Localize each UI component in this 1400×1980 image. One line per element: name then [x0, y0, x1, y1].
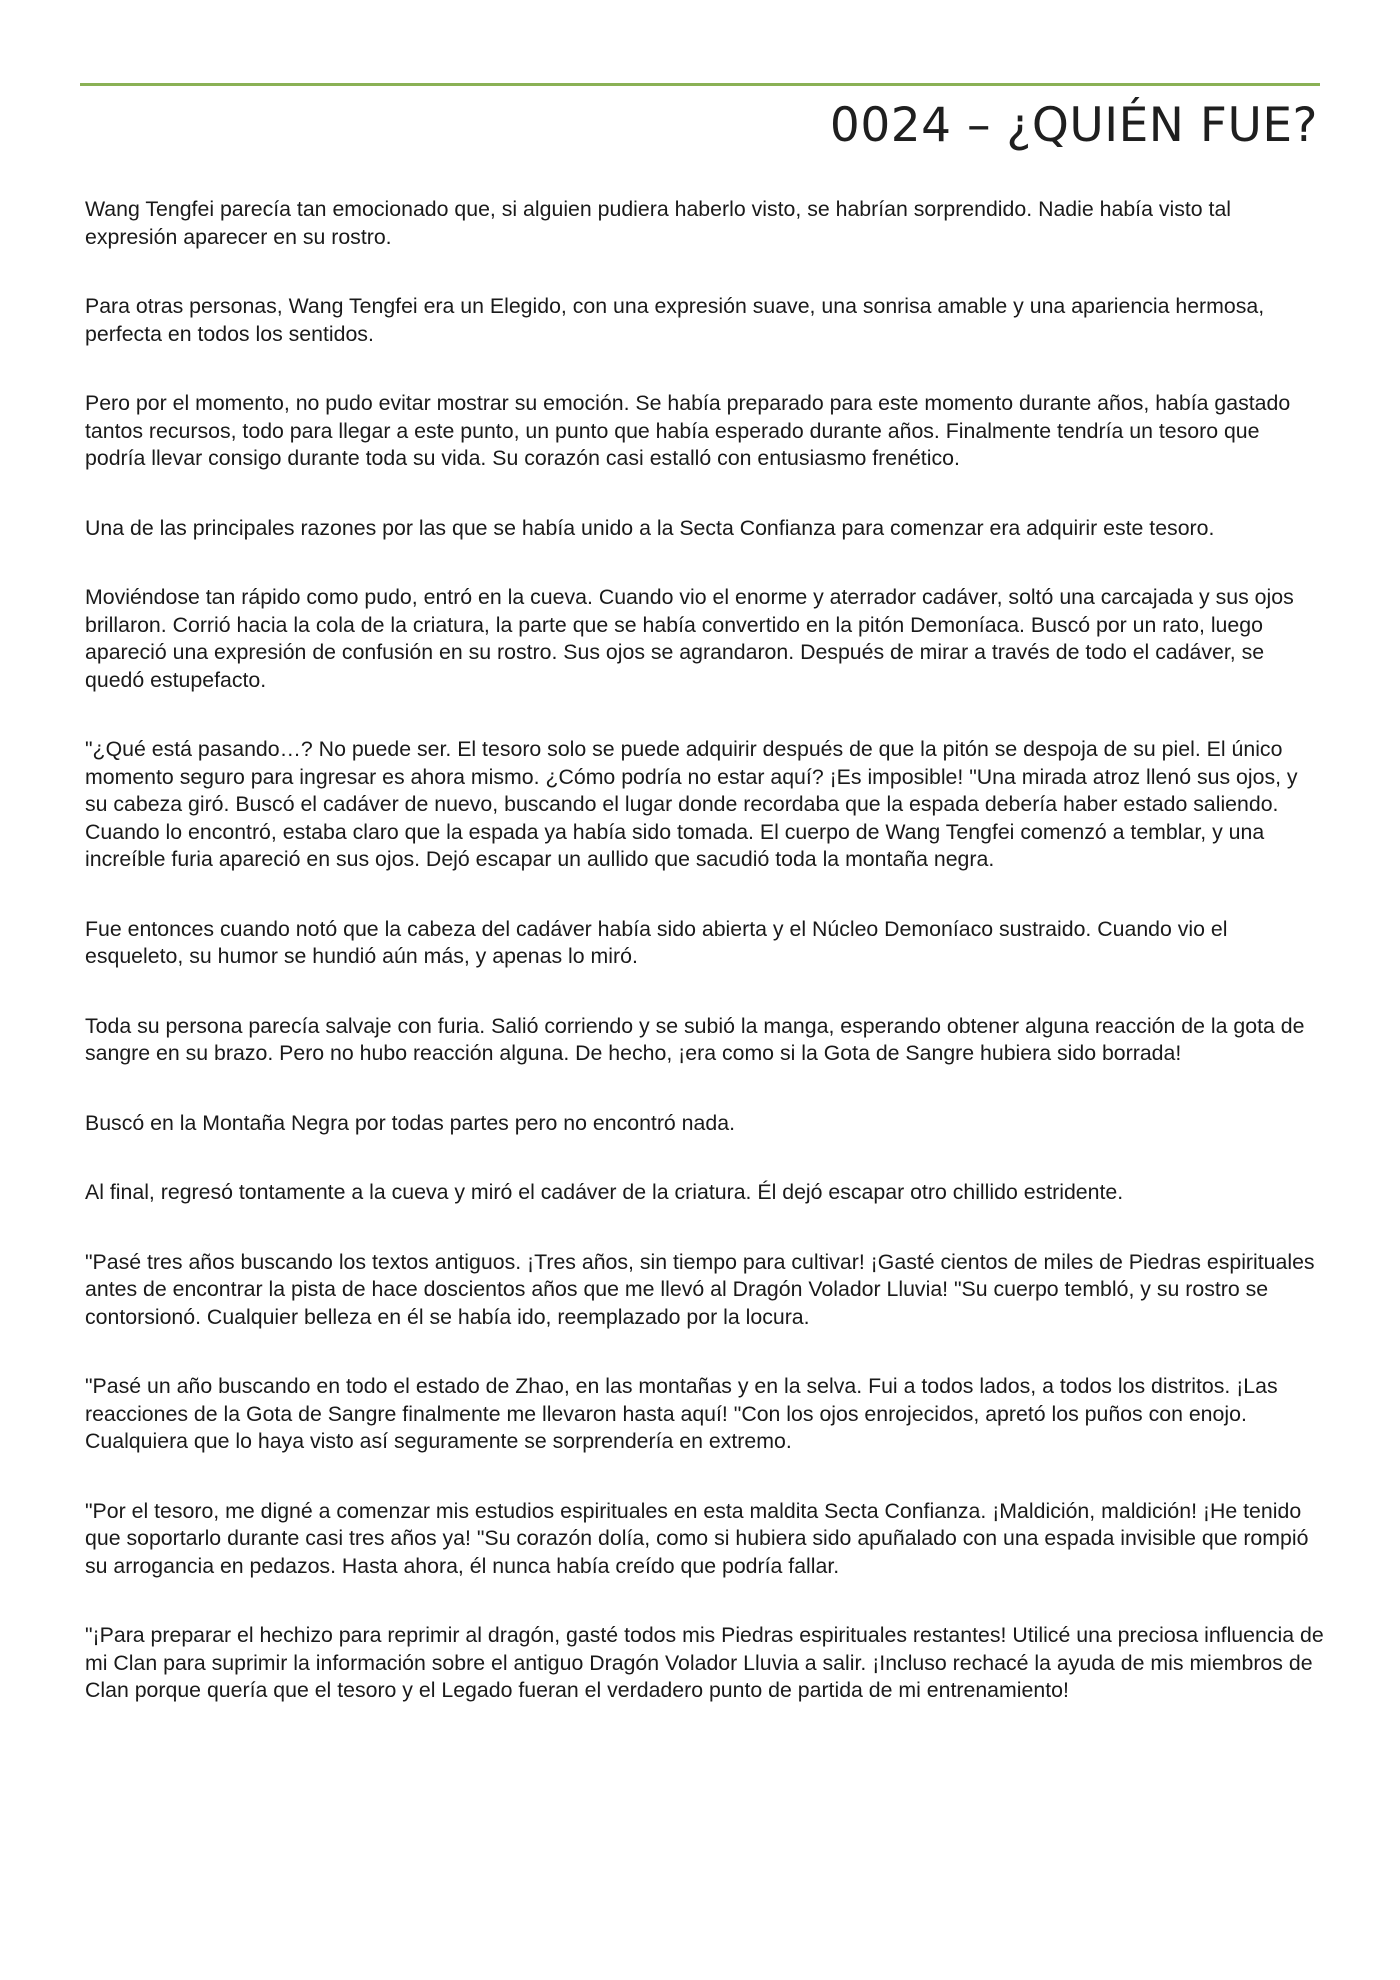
paragraph: "Pasé tres años buscando los textos antiguos. ¡Tres años, sin tiempo para cultivar! ¡Gasté cientos de miles de Piedras espirituales antes de encontrar la pista de hace doscientos años que me llevó al Dragón Volador Lluvia! "Su cuerpo tembló, y su rostro se contorsionó. Cualquier belleza en él se había ido, reemplazado por la locura.	[85, 1249, 1315, 1329]
paragraph: "Pasé un año buscando en todo el estado de Zhao, en las montañas y en la selva. Fui a todos lados, a todos los distritos. ¡Las reacciones de la Gota de Sangre finalmente me llevaron hasta aquí! "Con los ojos enrojecidos, apretó los puños con enojo. Cualquiera que lo haya visto así seguramente se sorprendería en extremo.	[85, 1374, 1278, 1453]
paragraph: Buscó en la Montaña Negra por todas partes pero no encontró nada.	[85, 1110, 735, 1135]
paragraph: "Por el tesoro, me digné a comenzar mis estudios espirituales en esta maldita Secta Confianza. ¡Maldición, maldición! ¡He tenido que soportarlo durante casi tres años ya! "Su corazón dolía, como si hubiera sido apuñalado con una espada invisible que rompió su arrogancia en pedazos. Hasta ahora, él nunca había creído que podría fallar.	[85, 1498, 1309, 1578]
paragraph: Fue entonces cuando notó que la cabeza del cadáver había sido abierta y el Núcleo Demoníaco sustraido. Cuando vio el esqueleto, su humor se hundió aún más, y apenas lo miró.	[85, 916, 1228, 968]
paragraph: "¿Qué está pasando…? No puede ser. El tesoro solo se puede adquirir después de que la pitón se despoja de su piel. El único momento seguro para ingresar es ahora mismo. ¿Cómo podría no estar aquí? ¡Es imposible! "Una mirada atroz llenó sus ojos, y su cabeza giró. Buscó el cadáver de nuevo, buscando el lugar donde recordaba que la espada debería haber estado saliendo. Cuando lo encontró, estaba claro que la espada ya había sido tomada. El cuerpo de Wang Tengfei comenzó a temblar, y una increíble furia apareció en sus ojos. Dejó escapar un aullido que sacudió toda la montaña negra.	[85, 737, 1298, 871]
paragraph: Moviéndose tan rápido como pudo, entró en la cueva. Cuando vio el enorme y aterrador cadáver, soltó una carcajada y sus ojos brillaron. Corrió hacia la cola de la criatura, la parte que se había convertido en la pitón Demoníaca. Buscó por un rato, luego apareció una expresión de confusión en su rostro. Sus ojos se agrandaron. Después de mirar a través de todo el cadáver, se quedó estupefacto.	[85, 585, 1294, 692]
chapter-title: 0024 – ¿QUIÉN FUE?	[829, 98, 1318, 153]
paragraph: Toda su persona parecía salvaje con furia. Salió corriendo y se subió la manga, esperando obtener alguna reacción de la gota de sangre en su brazo. Pero no hubo reacción alguna. De hecho, ¡era como si la Gota de Sangre hubiera sido borrada!	[85, 1013, 1305, 1065]
paragraph: Wang Tengfei parecía tan emocionado que, si alguien pudiera haberlo visto, se habrían sorprendido. Nadie había visto tal expresión aparecer en su rostro.	[85, 197, 1232, 249]
paragraph: Una de las principales razones por las que se había unido a la Secta Confianza para comenzar era adquirir este tesoro.	[85, 515, 1215, 540]
chapter-body	[85, 196, 1325, 1747]
paragraph: Para otras personas, Wang Tengfei era un Elegido, con una expresión suave, una sonrisa amable y una apariencia hermosa, perfecta en todos los sentidos.	[85, 294, 1265, 346]
paragraph: Pero por el momento, no pudo evitar mostrar su emoción. Se había preparado para este momento durante años, había gastado tantos recursos, todo para llegar a este punto, un punto que había esperado durante años. Finalmente tendría un tesoro que podría llevar consigo durante toda su vida. Su corazón casi estalló con entusiasmo frenético.	[85, 391, 1291, 470]
header-rule	[80, 83, 1320, 86]
paragraph: "¡Para preparar el hechizo para reprimir al dragón, gasté todos mis Piedras espirituales restantes! Utilicé una preciosa influencia de mi Clan para suprimir la información sobre el antiguo Dragón Volador Lluvia a salir. ¡Incluso rechacé la ayuda de mis miembros de Clan porque quería que el tesoro y el Legado fueran el verdadero punto de partida de mi entrenamiento!	[85, 1623, 1324, 1702]
paragraph: Al final, regresó tontamente a la cueva y miró el cadáver de la criatura. Él dejó escapar otro chillido estridente.	[85, 1180, 1124, 1204]
